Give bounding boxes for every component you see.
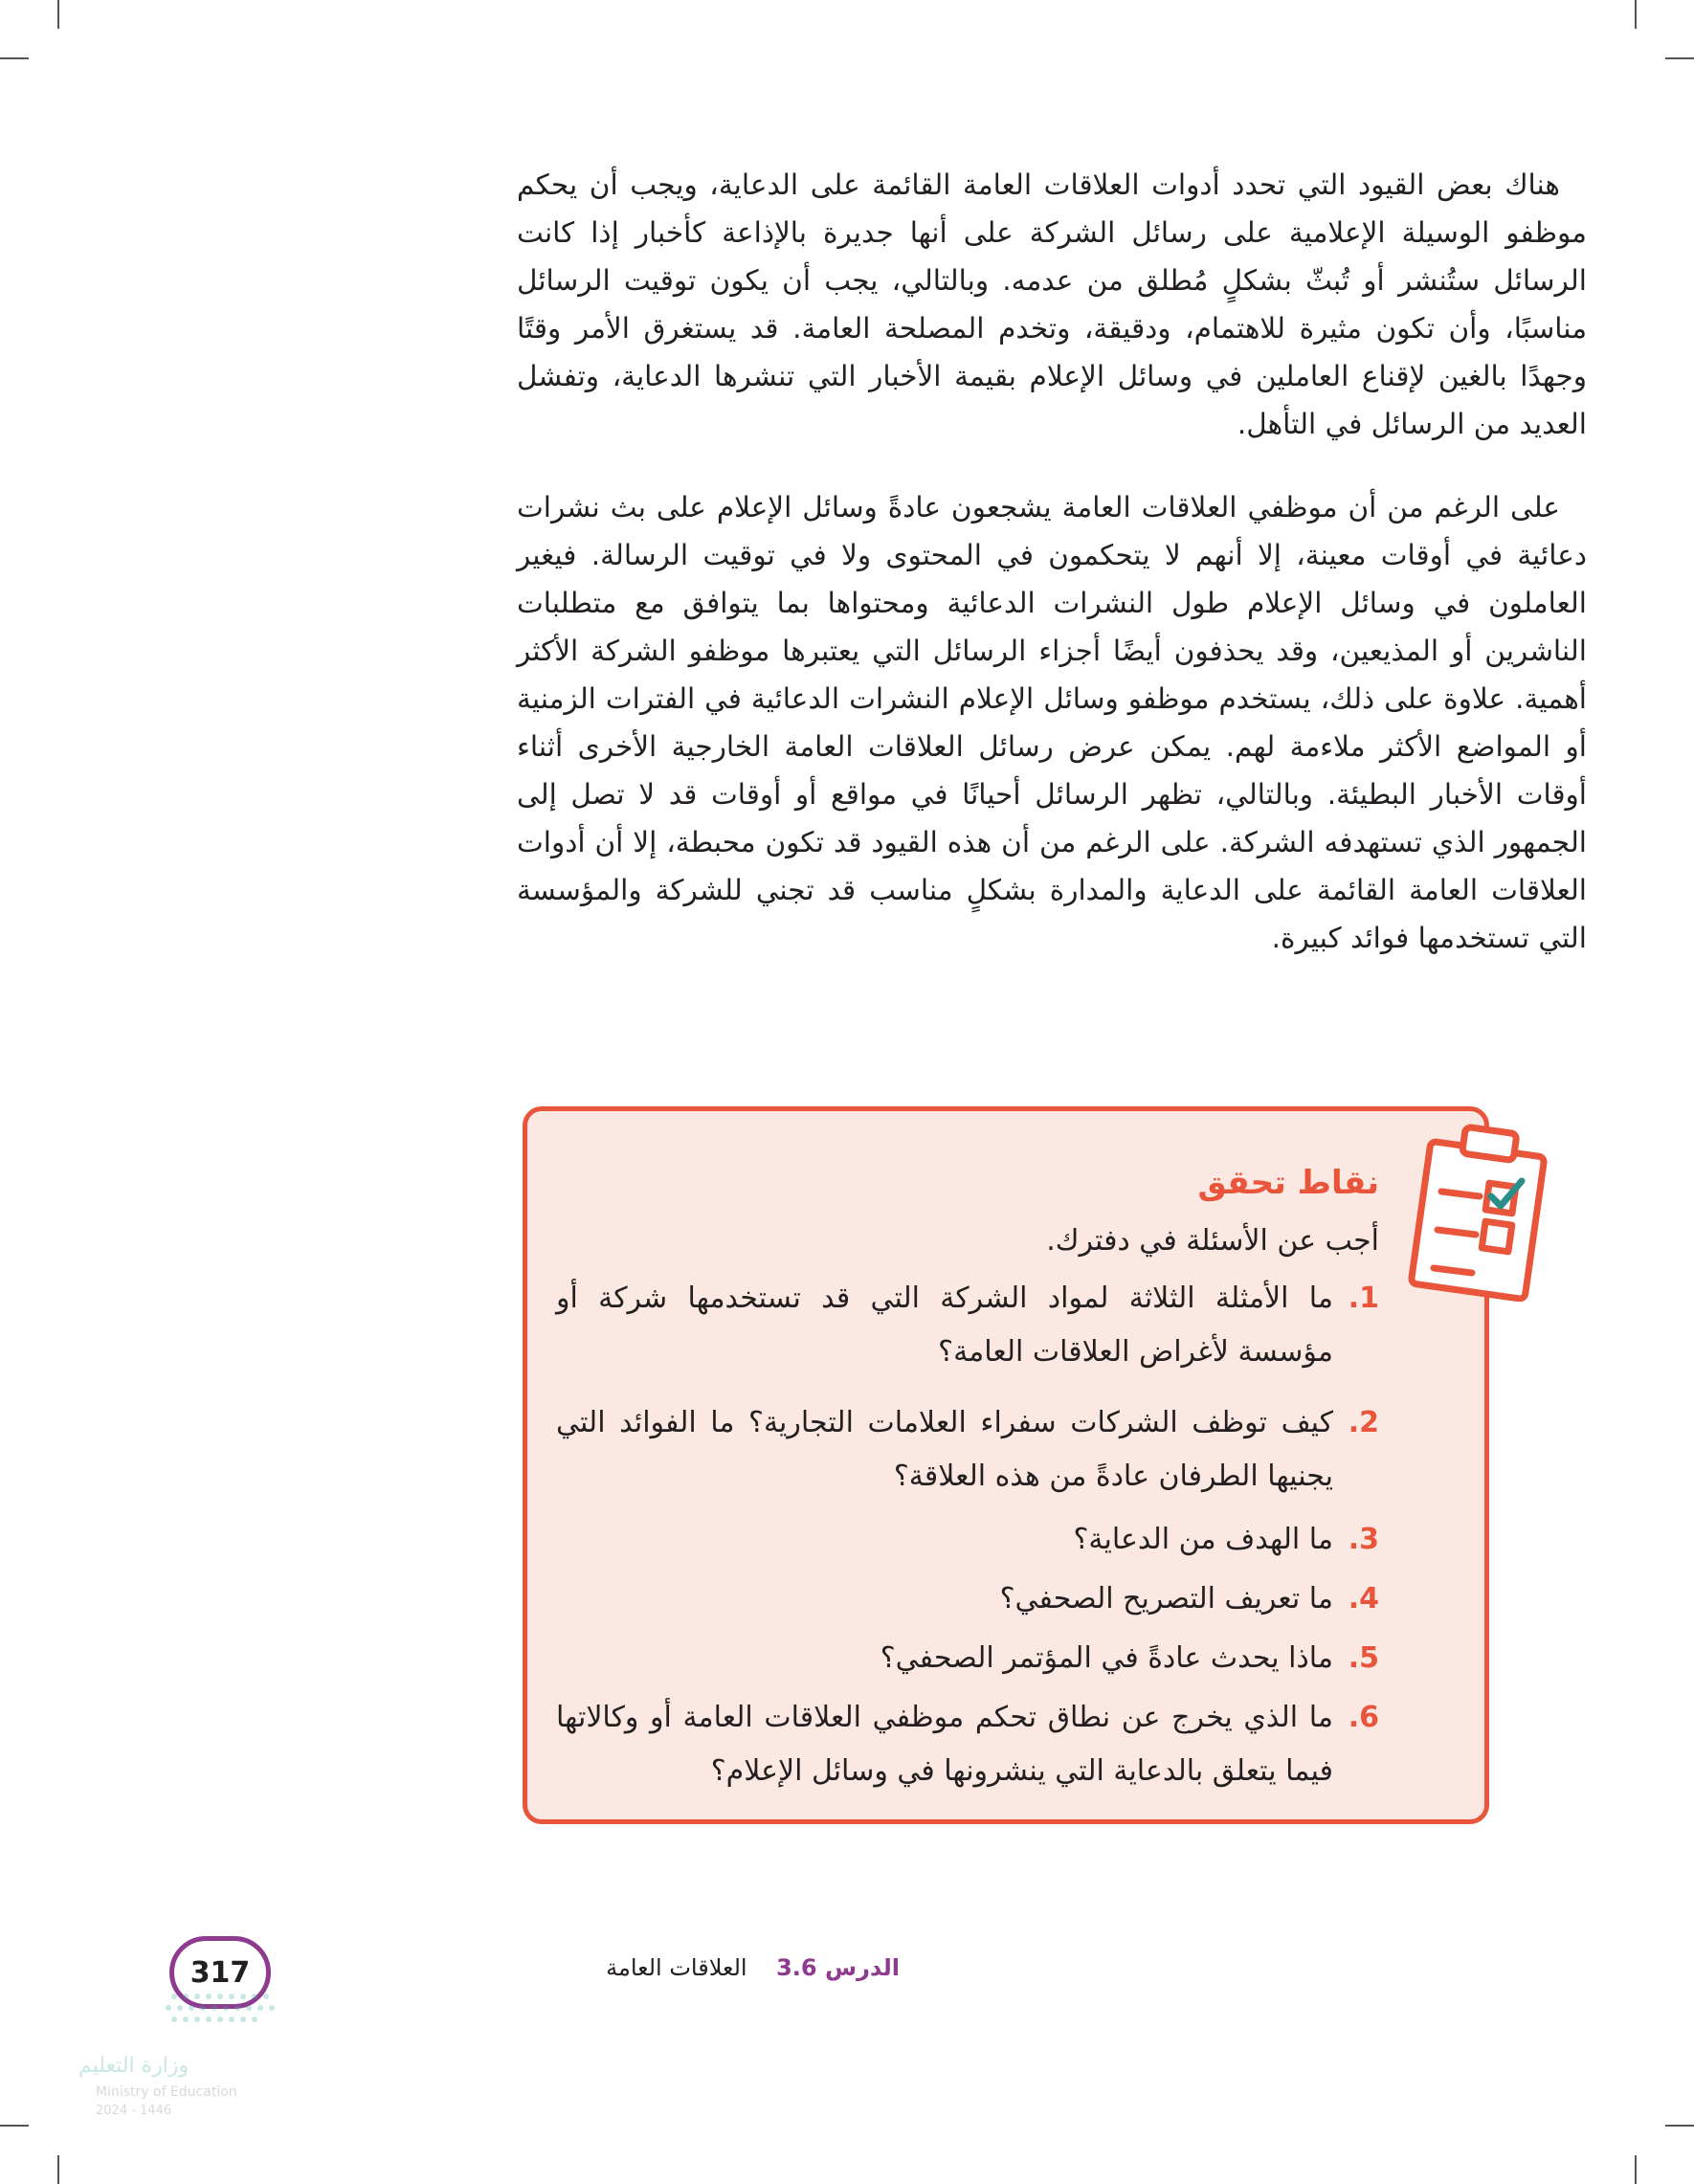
ministry-english-name: Ministry of Education <box>96 2084 237 2100</box>
body-paragraph-1: هناك بعض القيود التي تحدد أدوات العلاقات العامة القائمة على الدعاية، ويجب أن يحكم موظفو الوسيلة الإعلامية على رسائل الشركة على أنها جديرة بالإذاعة كأخبار إذا كانت الرسائل ستُنشر أو تُبثّ بشكلٍ مُطلق من عدمه. وبالتالي، يجب أن يكون توقيت الرسائل مناسبًا، وأن تكون مثيرة للاهتمام، ودقيقة، وتخدم المصلحة العامة. قد يستغرق الأمر وقتًا وجهدًا بالغين لإقناع العاملين في وسائل الإعلام بقيمة الأخبار التي تنشرها الدعاية، وتفشل العديد من الرسائل في التأهل. <box>517 168 1587 440</box>
ministry-logo <box>78 1981 327 2125</box>
question-text: ما الذي يخرج عن نطاق تحكم موظفي العلاقات العامة أو وكالاتها فيما يتعلق بالدعاية التي ينشرونها في وسائل الإعلام؟ <box>556 1701 1333 1788</box>
checkpoint-title: نقاط تحقق <box>1197 1164 1379 1202</box>
crop-mark <box>1665 2125 1694 2127</box>
question-4 <box>556 1572 1379 1626</box>
question-1 <box>556 1272 1379 1379</box>
footer-lesson <box>517 1954 900 1981</box>
clipboard-checklist-icon <box>1403 1110 1556 1302</box>
question-text: ماذا يحدث عادةً في المؤتمر الصحفي؟ <box>880 1641 1333 1675</box>
crop-mark <box>0 57 29 59</box>
question-number: 3. <box>1348 1523 1379 1556</box>
question-number: 2. <box>1348 1406 1379 1439</box>
lesson-title: العلاقات العامة <box>606 1954 747 1981</box>
lesson-label: الدرس 3.6 <box>776 1954 900 1981</box>
question-number: 6. <box>1348 1701 1379 1734</box>
page-number: 317 <box>169 1936 271 2009</box>
checkpoint-intro: أجب عن الأسئلة في دفترك. <box>1046 1224 1379 1258</box>
question-3 <box>556 1513 1379 1567</box>
question-number: 1. <box>1348 1281 1379 1315</box>
question-number: 4. <box>1348 1582 1379 1616</box>
ministry-arabic-name: وزارة التعليم <box>78 2054 189 2078</box>
question-5 <box>556 1632 1379 1685</box>
crop-mark <box>57 2155 59 2184</box>
question-text: ما تعريف التصريح الصحفي؟ <box>999 1582 1333 1616</box>
ministry-year: 2024 - 1446 <box>96 2104 172 2118</box>
crop-mark <box>57 0 59 29</box>
question-6 <box>556 1691 1379 1798</box>
question-text: كيف توظف الشركات سفراء العلامات التجارية؟ ما الفوائد التي يجنيها الطرفان عادةً من هذه العلاقة؟ <box>556 1406 1333 1493</box>
crop-mark <box>1635 0 1637 29</box>
crop-mark <box>1635 2155 1637 2184</box>
question-number: 5. <box>1348 1641 1379 1675</box>
crop-mark <box>1665 57 1694 59</box>
question-2 <box>556 1396 1379 1504</box>
crop-mark <box>0 2125 29 2127</box>
question-text: ما الأمثلة الثلاثة لمواد الشركة التي قد تستخدمها شركة أو مؤسسة لأغراض العلاقات العامة؟ <box>556 1281 1333 1369</box>
question-text: ما الهدف من الدعاية؟ <box>1073 1523 1333 1556</box>
ministry-dots-icon <box>78 1981 327 2039</box>
body-paragraph-2: على الرغم من أن موظفي العلاقات العامة يشجعون عادةً وسائل الإعلام على بث نشرات دعائية في أوقات معينة، إلا أنهم لا يتحكمون في المحتوى ولا في توقيت الرسالة. فيغير العاملون في وسائل الإعلام طول النشرات الدعائية ومحتواها بما يتوافق مع متطلبات الناشرين أو المذيعين، وقد يحذفون أيضًا أجزاء الرسائل التي يعتبرها موظفو الشركة الأكثر أهمية. علاوة على ذلك، يستخدم موظفو وسائل الإعلام النشرات الدعائية في الفترات الزمنية أو المواضع الأكثر ملاءمة لهم. يمكن عرض رسائل العلاقات العامة الخارجية الأخرى أثناء أوقات الأخبار البطيئة. وبالتالي، تظهر الرسائل أحيانًا في مواقع أو أوقات قد لا تصل إلى الجمهور الذي تستهدفه الشركة. على الرغم من أن هذه القيود قد تكون محبطة، إلا أن أدوات العلاقات العامة القائمة على الدعاية والمدارة بشكلٍ مناسب قد تجني للشركة والمؤسسة التي تستخدمها فوائد كبيرة. <box>517 491 1587 954</box>
checkpoint-box <box>523 1106 1489 1824</box>
